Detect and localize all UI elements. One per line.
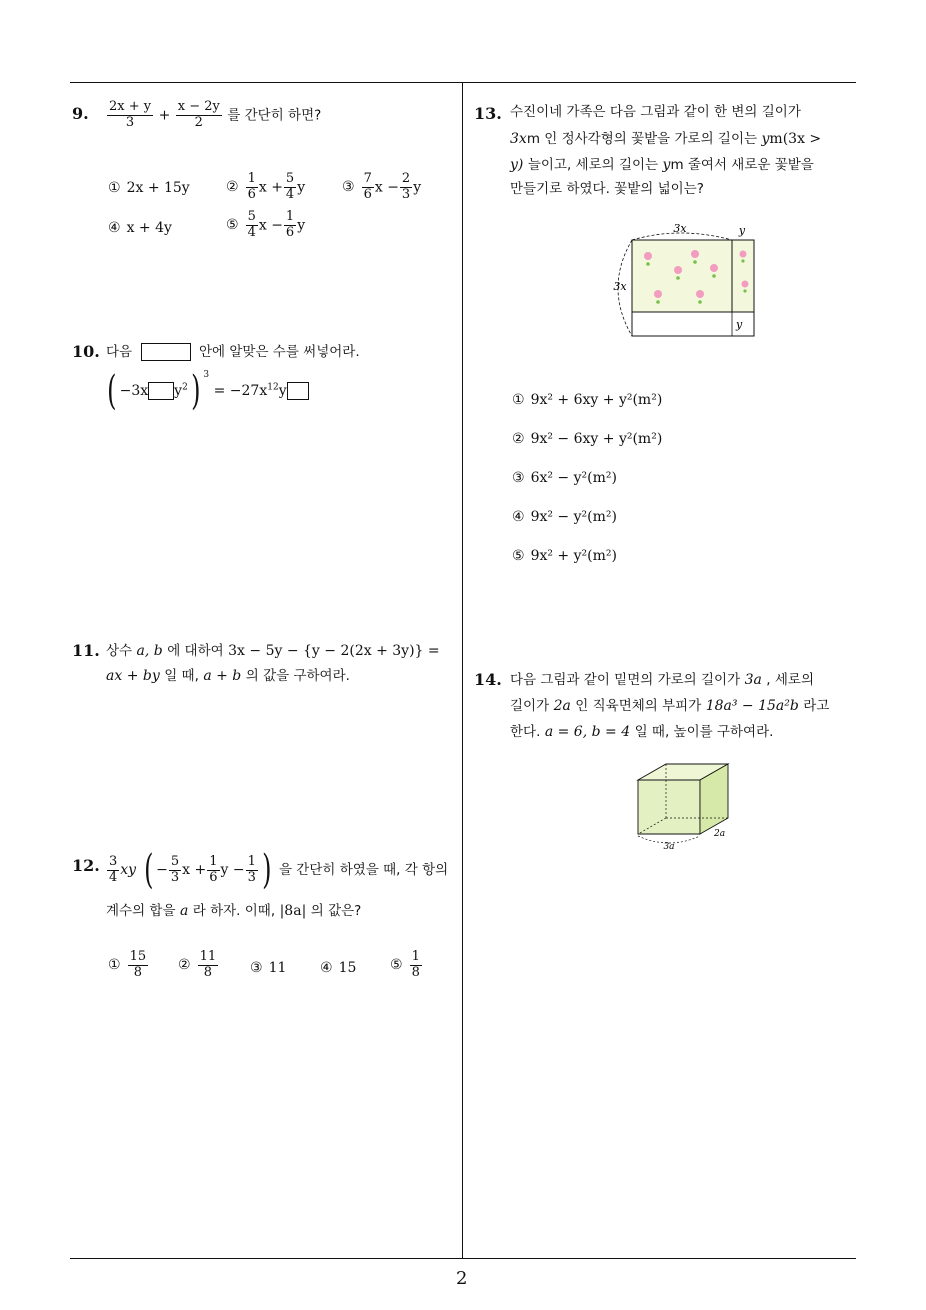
option-1[interactable]: ① 2x + 15y xyxy=(108,180,190,196)
question-line-2: 길이가 2a 인 직육면체의 부피가 18a³ − 15a²b 라고 xyxy=(510,698,830,714)
question-line-4: 만들기로 하였다. 꽃밭의 넓이는? xyxy=(510,181,704,197)
equation: ( −3x $y^2$) $^3 = -27x^{12}y$ xyxy=(104,370,309,411)
question-number: 11. xyxy=(72,641,100,660)
question-line-3: y) 늘이고, 세로의 길이는 ym 줄여서 새로운 꽃밭을 xyxy=(510,157,814,173)
page-number: 2 xyxy=(456,1268,468,1289)
option-1[interactable]: ① $\frac{15}{8}$ xyxy=(108,949,147,980)
option-3[interactable]: ③ 11 xyxy=(250,960,287,976)
top-rule xyxy=(70,82,856,83)
question-number: 13. xyxy=(474,104,502,123)
svg-text:3x: 3x xyxy=(613,280,627,293)
question-number: 9. xyxy=(72,104,89,123)
option-2[interactable]: ② $\frac{11}{8}$ xyxy=(178,949,217,980)
option-2[interactable]: ② $\frac{1}{6}$ x + $\frac{5}{4}$ y xyxy=(226,171,306,202)
fraction: $\frac{x - 2y}{2}$ xyxy=(177,99,220,130)
option-5[interactable]: ⑤ 9x² + y²(m²) xyxy=(512,548,617,564)
option-4[interactable]: ④ 15 xyxy=(320,960,357,976)
garden-figure xyxy=(600,218,770,342)
answer-box-icon xyxy=(141,343,191,361)
question-line-1: $\frac{3}{4}$ xy ( − $\frac{5}{3}$ x + $\frac{1}{6}$ y − $\frac{1}{3}$ ) 을 간단히 하였을 때, 각 항의 xyxy=(109,847,449,893)
option-3[interactable]: ③ 6x² − y²(m²) xyxy=(512,470,617,486)
question-stem: 다음 안에 알맞은 수를 써넣어라. xyxy=(106,344,360,360)
cuboid-figure xyxy=(628,758,748,854)
bottom-rule xyxy=(70,1258,856,1259)
question-line-2: ax + by 일 때, a + b 의 값을 구하여라. xyxy=(106,668,350,684)
option-2[interactable]: ② 9x² − 6xy + y²(m²) xyxy=(512,431,663,447)
question-line-2: 계수의 합을 a 라 하자. 이때, |8a| 의 값은? xyxy=(106,903,362,919)
question-number: 14. xyxy=(474,670,502,689)
svg-text:2a: 2a xyxy=(714,829,726,839)
option-4[interactable]: ④ 9x² − y²(m²) xyxy=(512,509,617,525)
option-4[interactable]: ④ x + 4y xyxy=(108,220,172,236)
answer-box-icon[interactable] xyxy=(287,382,309,400)
option-5[interactable]: ⑤ $\frac{5}{4}$ x − $\frac{1}{6}$ y xyxy=(226,209,306,240)
question-number: 10. xyxy=(72,342,100,361)
fraction: $\frac{2x + y}{3}$ xyxy=(109,99,152,130)
svg-text:3a: 3a xyxy=(663,842,675,852)
question-stem: $\frac{2x + y}{3}$ + $\frac{x - 2y}{2}$ 를 간단히 하면? xyxy=(109,99,322,130)
garden-square xyxy=(632,240,732,312)
option-5[interactable]: ⑤ $\frac{1}{8}$ xyxy=(390,949,420,980)
option-1[interactable]: ① 9x² + 6xy + y²(m²) xyxy=(512,392,663,408)
question-number: 12. xyxy=(72,856,100,875)
column-divider xyxy=(462,82,463,1258)
option-3[interactable]: ③ $\frac{7}{6}$ x − $\frac{2}{3}$ y xyxy=(342,171,422,202)
cuboid-front xyxy=(638,780,700,834)
question-line-3: 한다. a = 6, b = 4 일 때, 높이를 구하여라. xyxy=(510,724,774,740)
svg-text:3x: 3x xyxy=(673,222,687,235)
question-line-2: 3xm 인 정사각형의 꽃밭을 가로의 길이는 ym(3x > xyxy=(510,131,822,147)
question-line-1: 다음 그림과 같이 밑면의 가로의 길이가 3a , 세로의 xyxy=(510,672,815,688)
svg-text:y: y xyxy=(738,224,746,237)
answer-box-icon[interactable] xyxy=(148,382,174,400)
question-line-1: 상수 a, b 에 대하여 3x − 5y − {y − 2(2x + 3y)} = xyxy=(106,643,440,659)
svg-text:y: y xyxy=(736,318,743,331)
question-line-1: 수진이네 가족은 다음 그림과 같이 한 변의 길이가 xyxy=(510,104,801,120)
